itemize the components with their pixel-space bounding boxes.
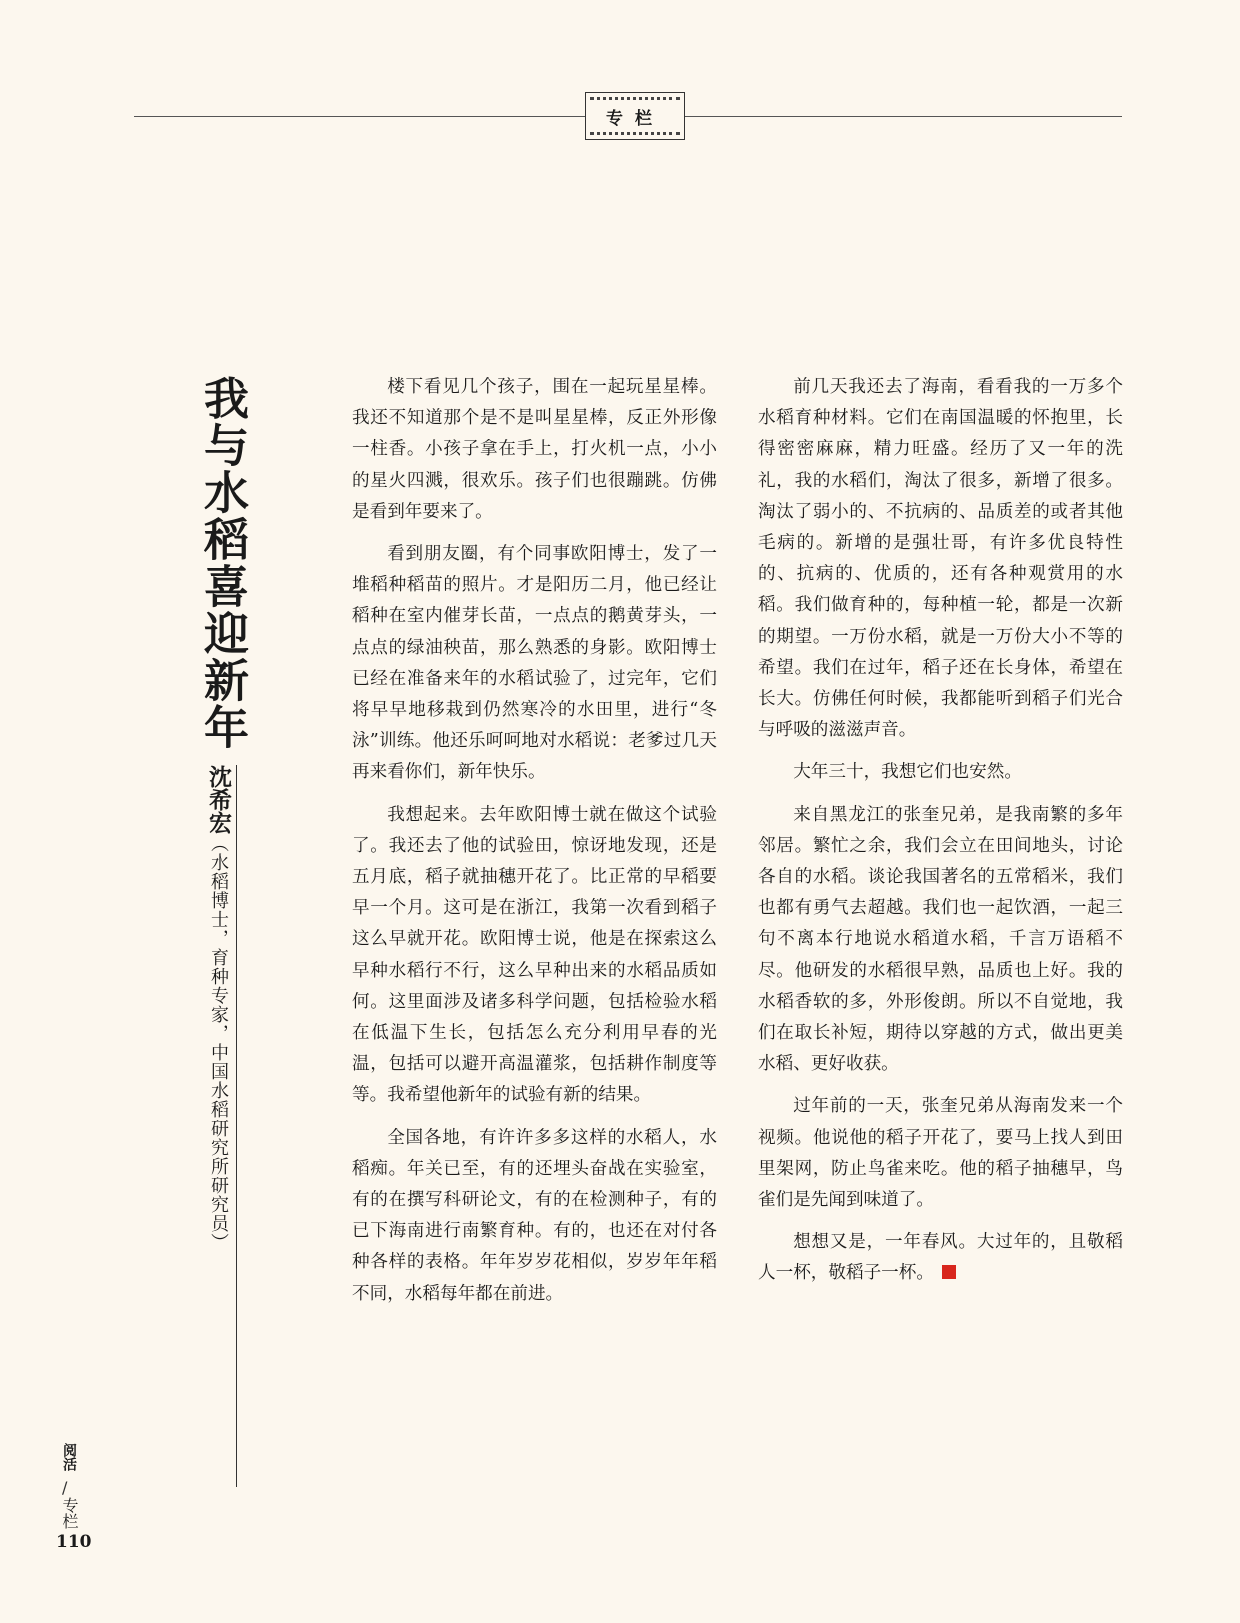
article-title: 我与水稻喜迎新年: [196, 375, 249, 751]
section-label: 专栏: [596, 102, 674, 131]
title-divider: [236, 765, 237, 1487]
author-byline: [204, 765, 232, 1252]
paragraph-final: [758, 1227, 1123, 1289]
paragraph: 过年前的一天，张奎兄弟从海南发来一个视频。他说他的稻子开花了，要马上找人到田里架网，防止鸟雀来吃。他的稻子抽穗早，鸟雀们是先闻到味道了。: [758, 1096, 1123, 1211]
footer-slash: /: [62, 1478, 68, 1497]
page-number: 110: [56, 1532, 92, 1552]
paragraph: 我想起来。去年欧阳博士就在做这个试验了。我还去了他的试验田，惊讶地发现，还是五月底，稻子就抽穗开花了。比正常的早稻要早一个月。这可是在浙江，我第一次看到稻子这么早就开花。欧阳博士说，他是在探索这么早种水稻行不行，这么早种出来的水稻品质如何。这里面涉及诸多科学问题，包括检验水稻在低温下生长，包括怎么充分利用早春的光温，包括可以避开高温灌浆，包括耕作制度等等。我希望他新年的试验有新的结果。: [352, 804, 717, 1106]
paragraph: 全国各地，有许许多多这样的水稻人，水稻痴。年关已至，有的还埋头奋战在实验室，有的在撰写科研论文，有的在检测种子，有的已下海南进行南繁育种。有的，也还在对付各种各样的表格。年年岁岁花相似，岁岁年年稻不同，水稻每年都在前进。: [352, 1127, 717, 1304]
paragraph: 来自黑龙江的张奎兄弟，是我南繁的多年邻居。繁忙之余，我们会立在田间地头，讨论各自的水稻。谈论我国著名的五常稻米，我们也都有勇气去超越。我们也一起饮酒，一起三句不离本行地说水稻道水稻，千言万语稻不尽。他研发的水稻很早熟，品质也上好。我的水稻香软的多，外形俊朗。所以不自觉地，我们在取长补短，期待以穿越的方式，做出更美水稻、更好收获。: [758, 804, 1123, 1075]
author-note: （水稻博士，育种专家，中国水稻研究所研究员）: [208, 834, 229, 1252]
end-mark-icon: [942, 1265, 956, 1279]
paragraph: 看到朋友圈，有个同事欧阳博士，发了一堆稻种稻苗的照片。才是阳历二月，他已经让稻种在室内催芽长苗，一点点的鹅黄芽头，一点点的绿油秧苗，那么熟悉的身影。欧阳博士已经在准备来年的水稻试验了，过完年，它们将早早地移栽到仍然寒冷的水田里，进行“冬泳”训练。他还乐呵呵地对水稻说：老爹过几天再来看你们，新年快乐。: [352, 544, 717, 783]
article-column-left: [352, 372, 717, 1321]
section-badge: [585, 92, 685, 140]
author-name: 沈希宏: [205, 765, 232, 834]
footer-magazine-name: 阅活: [61, 1443, 77, 1471]
paragraph: 楼下看见几个孩子，围在一起玩星星棒。我还不知道那个是不是叫星星棒，反正外形像一柱香。小孩子拿在手上，打火机一点，小小的星火四溅，很欢乐。孩子们也很蹦跳。仿佛是看到年要来了。: [352, 377, 717, 522]
paragraph-text: 想想又是，一年春风。大过年的，且敬稻人一杯，敬稻子一杯。: [758, 1232, 1123, 1284]
footer-column-name: 专栏: [60, 1497, 79, 1529]
paragraph: 大年三十，我想它们也安然。: [793, 762, 1022, 783]
paragraph: 前几天我还去了海南，看看我的一万多个水稻育种材料。它们在南国温暖的怀抱里，长得密密麻麻，精力旺盛。经历了又一年的洗礼，我的水稻们，淘汰了很多，新增了很多。淘汰了弱小的、不抗病的、品质差的或者其他毛病的。新增的是强壮哥，有许多优良特性的、抗病的、优质的，还有各种观赏用的水稻。我们做育种的，每种植一轮，都是一次新的期望。一万份水稻，就是一万份大小不等的希望。我们在过年，稻子还在长身体，希望在长大。仿佛任何时候，我都能听到稻子们光合与呼吸的滋滋声音。: [758, 377, 1123, 741]
article-column-right: [758, 372, 1123, 1301]
